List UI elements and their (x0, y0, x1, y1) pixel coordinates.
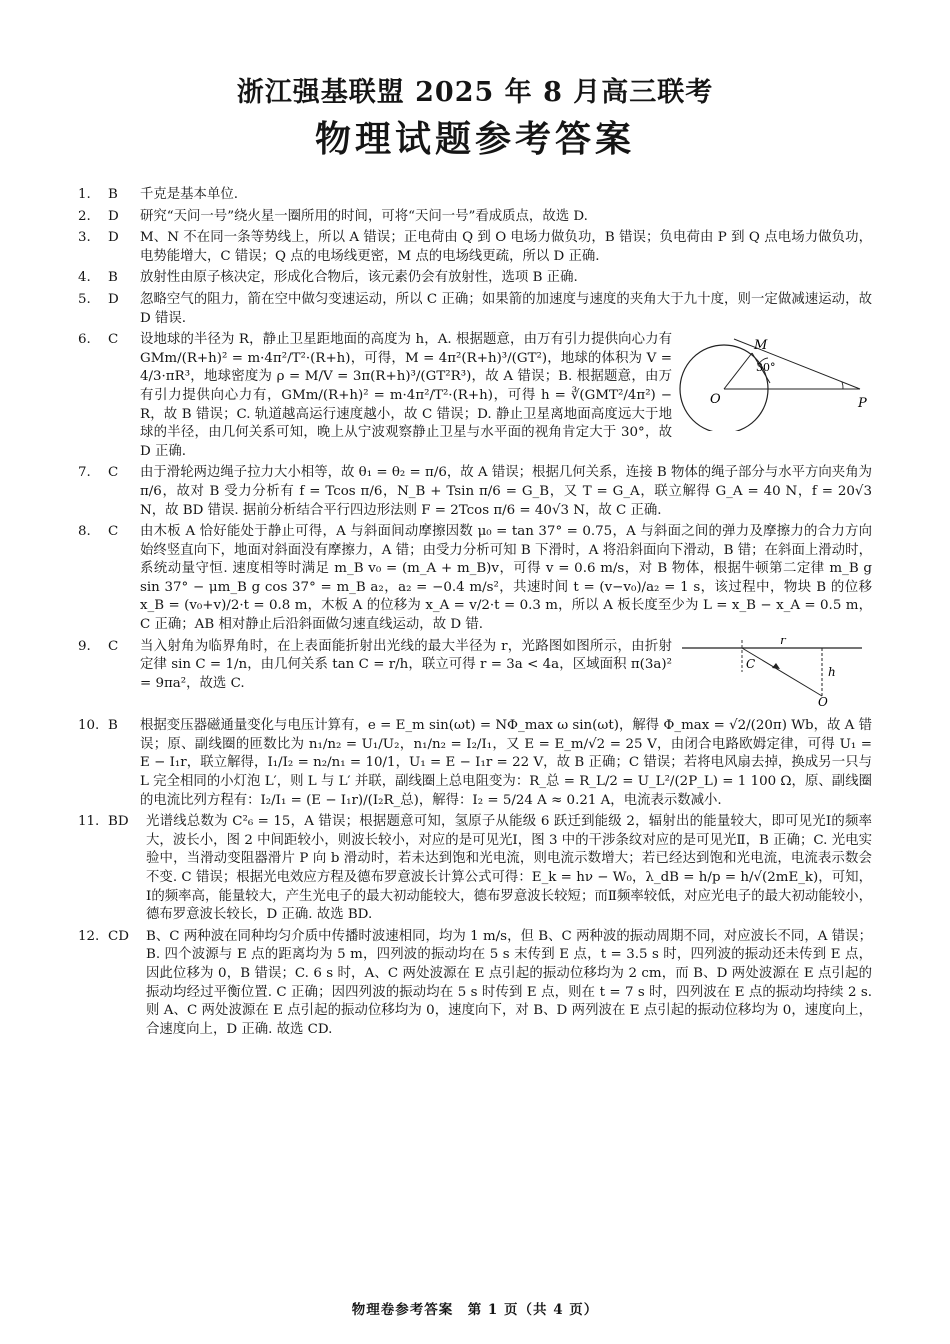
answer-item-2 (78, 208, 872, 227)
label-h: h (828, 664, 836, 679)
answer-explanation: 由于滑轮两边绳子拉力大小相等，故 θ₁ = θ₂ = π/6，故 A 错误；根据几何关系，连接 B 物体的绳子部分与水平方向夹角为 π/6，故对 B 受力分析有 f = Tcos π/6，N_B + Tsin π/6 = G_B，又 T = G_A，联立解得 G_A = 40 N，f = 20√3 N，故 BD 错误. 据前分析结合平行四边形法则 F = 2Tcos π/6 = 40√3 N，故 C 正确. (140, 465, 872, 518)
answer-choice: CD (108, 928, 129, 944)
refraction-diagram-svg (672, 638, 872, 708)
answer-explanation: B、C 两种波在同种均匀介质中传播时波速相同，均为 1 m/s，但 B、C 两种波的振动周期不同，对应波长不同，A 错误；B. 四个波源与 E 点的距离均为 5 m，四列波的振动均在 5 s 末传到 E 点，t = 3.5 s 时，四列波的振动还未传到 E 点，因此位移为 0，B 错误；C. 6 s 时，A、C 两处波源在 E 点引起的振动位移均为 2 cm，而 B、D 两处波源在 E 点引起的振动均经过平衡位置. C 正确；因四列波的振动均在 5 s 时传到 E 点，则在 t = 7 s 时，四列波在 E 点的振动均持续 2 s. 则 A、C 两处波源在 E 点引起的振动位移均为 0，速度向下，对 B、D 两列波在 E 点引起的振动位移均为 0，速度向上，合速度向上，D 正确. 故选 CD. (146, 928, 872, 1037)
answer-number: 2. (78, 208, 91, 224)
answer-choice: B (108, 270, 118, 286)
answer-number: 7. (78, 465, 91, 481)
answer-explanation: 光谱线总数为 C²₆ = 15，A 错误；根据题意可知，氢原子从能级 6 跃迁到能级 2，辐射出的能量较大，即可见光Ⅰ的频率大，波长小，图 2 中间距较小，则波长较小，对应的是可见光Ⅰ，图 3 中的干涉条纹对应的是可见光Ⅱ，B 正确；C. 光电实验中，当滑动变阻器滑片 P 向 b 滑动时，若未达到饱和光电流，则电流示数增大；若已经达到饱和光电流，电流表示数会不变. C 错误；根据光电效应方程及德布罗意波长计算公式可得：E_k = hν − W₀，λ_dB = h/p = h/√(2mE_k)，可知，Ⅰ的频率高，能量较大，产生光电子的最大初动能较大，德布罗意波长较短；而Ⅱ频率较低，对应光电子的最大初动能较小，德布罗意波长较长，D 正确. 故选 BD. (146, 814, 872, 923)
answer-number: 5. (78, 291, 91, 307)
answer-item-11 (78, 813, 872, 925)
answer-explanation: M、N 不在同一条等势线上，所以 A 错误；正电荷由 Q 到 O 电场力做负功，B 错误；负电荷由 P 到 Q 点电场力做负功，电势能增大，C 错误；Q 点的电场线更密，M 点的电场线更疏，所以 D 正确. (140, 230, 872, 264)
answer-choice: C (108, 524, 119, 540)
answer-choice: D (108, 291, 119, 307)
answer-choice: C (108, 638, 119, 654)
answer-item-9 (78, 638, 872, 715)
light-ray (742, 648, 822, 696)
answer-number: 3. (78, 230, 91, 246)
answer-number: 11. (78, 814, 100, 830)
answer-choice: D (108, 230, 119, 246)
exam-title: 浙江强基联盟 2025 年 8 月高三联考 (236, 77, 714, 108)
answer-number: 12. (78, 928, 100, 944)
page-footer: 物理卷参考答案 第 1 页（共 4 页） (351, 1302, 599, 1318)
answer-explanation: 忽略空气的阻力，箭在空中做匀变速运动，所以 C 正确；如果箭的加速度与速度的夹角大于九十度，则一定做减速运动，故 D 错误. (140, 291, 872, 326)
answer-explanation: 设地球的半径为 R，静止卫星距地面的高度为 h，A. 根据题意，由万有引力提供向心力有 GMm/(R+h)² = m·4π²/T²·(R+h)，可得，M = 4π²(R+h)³/(GT²)，地球的体积为 V = 4/3·πR³，地球密度为 ρ = M/V = 3π(R+h)³/(GT²R³)，故 A 错误；B. 根据题意，由万有引力提供向心力有，GMm/(R+h)² = m·4π²/T²·(R+h)，可得 h = ∛(GMT²/4π²) − R，故 B 错误；C. 轨道越高运行速度越小，故 C 错误；D. 静止卫星离地面高度远大于地球的半径，由几何关系可知，晚上从宁波观察静止卫星与水平面的视角肯定大于 30°，故 D 正确. (140, 332, 672, 459)
answer-explanation: 当入射角为临界角时，在上表面能折射出光线的最大半径为 r，光路图如图所示，由折射定律 sin C = 1/n，由几何关系 tan C = r/h，联立可得 r = 3a < 4a，区域面积 π(3a)² = 9πa²，故选 C. (140, 638, 672, 691)
answer-item-8 (78, 523, 872, 635)
answer-choice: B (108, 187, 118, 202)
angle-arc-p (842, 382, 843, 389)
line-o-m (724, 353, 752, 389)
answer-explanation: 由木板 A 恰好能处于静止可得，A 与斜面间动摩擦因数 μ₀ = tan 37° = 0.75，A 与斜面之间的弹力及摩擦力的合力方向始终竖直向下，地面对斜面没有摩擦力，A 错；由受力分析可知 B 下滑时，A 将沿斜面向下滑动，B 错；在斜面上滑动时，系统动量守恒. 速度相等时满足 m_B v₀ = (m_A + m_B)v，可得 v = 0.6 m/s，对 B 物体，根据牛顿第二定律 m_B g sin 37° − μm_B g cos 37° = m_B a₂，a₂ = −0.4 m/s²，共速时间 t = (v−v₀)/a₂ = 1 s，该过程中，物块 B 的位移 x_B = (v₀+v)/2·t = 0.8 m，木板 A 的位移为 x_A = v/2·t = 0.3 m，所以 A 板长度至少为 L = x_B − x_A = 0.5 m，C 正确；AB 相对静止后沿斜面做匀速直线运动，故 D 错. (140, 524, 872, 633)
answer-number: 1. (78, 187, 91, 202)
answer-number: 10. (78, 718, 100, 734)
answer-choice: C (108, 332, 119, 348)
label-o: O (710, 392, 721, 408)
answer-number: 4. (78, 270, 91, 286)
answer-item-1 (78, 186, 872, 205)
answer-choice: C (108, 465, 119, 481)
answer-item-7 (78, 464, 872, 520)
answer-choice: BD (108, 814, 129, 830)
label-c: C (746, 656, 756, 671)
answer-item-6 (78, 331, 872, 461)
label-r: r (780, 637, 786, 647)
satellite-diagram (672, 331, 872, 461)
answer-number: 9. (78, 638, 91, 654)
label-p: P (858, 396, 867, 412)
answer-list (78, 186, 872, 1039)
document-title: 物理试题参考答案 (314, 118, 635, 160)
answer-explanation: 研究“天问一号”绕火星一圈所用的时间，可将“天问一号”看成质点，故选 D. (140, 208, 588, 224)
angle-label: 30° (756, 361, 776, 375)
label-o: O (818, 694, 828, 708)
answer-choice: D (108, 208, 119, 224)
answer-item-4 (78, 269, 872, 288)
ray-arrow (772, 663, 780, 669)
label-m: M (754, 338, 768, 354)
line-m-p (734, 339, 860, 389)
answer-item-10 (78, 717, 872, 810)
answer-item-5 (78, 291, 872, 328)
answer-item-3 (78, 229, 872, 266)
answer-item-12 (78, 928, 872, 1040)
answer-explanation: 根据变压器磁通量变化与电压计算有，e = E_m sin(ωt) = NΦ_max ω sin(ωt)，解得 Φ_max = √2/(20π) Wb，故 A 错误；原、副线圈的匝数比为 n₁/n₂ = U₁/U₂，n₁/n₂ = I₂/I₁，又 E = E_m/√2 = 25 V，由闭合电路欧姆定律，可得 U₁ = E − I₁r，联立解得，I₁/I₂ = n₂/n₁ = 10/1，U₁ = E − I₁r = 22 V，故 B 正确；C 错误；若将电风扇去掉，换成另一只与 L 完全相同的小灯泡 L′，则 L 与 L′ 并联，副线圈上总电阻变为：R_总 = R_L/2 = U_L²/(2P_L) = 1 100 Ω，原、副线圈的电流比列方程有：I₂/I₁ = (E − I₁r)/(I₂R_总)，解得：I₂ = 5/24 A ≈ 0.21 A，电流表示数减小. (140, 718, 872, 808)
refraction-diagram (672, 638, 872, 715)
satellite-diagram-svg (672, 331, 872, 431)
answer-number: 6. (78, 332, 91, 348)
answer-number: 8. (78, 524, 91, 540)
answer-explanation: 千克是基本单位. (140, 187, 238, 202)
answer-choice: B (108, 718, 118, 734)
answer-explanation: 放射性由原子核决定，形成化合物后，该元素仍会有放射性，选项 B 正确. (140, 270, 578, 286)
